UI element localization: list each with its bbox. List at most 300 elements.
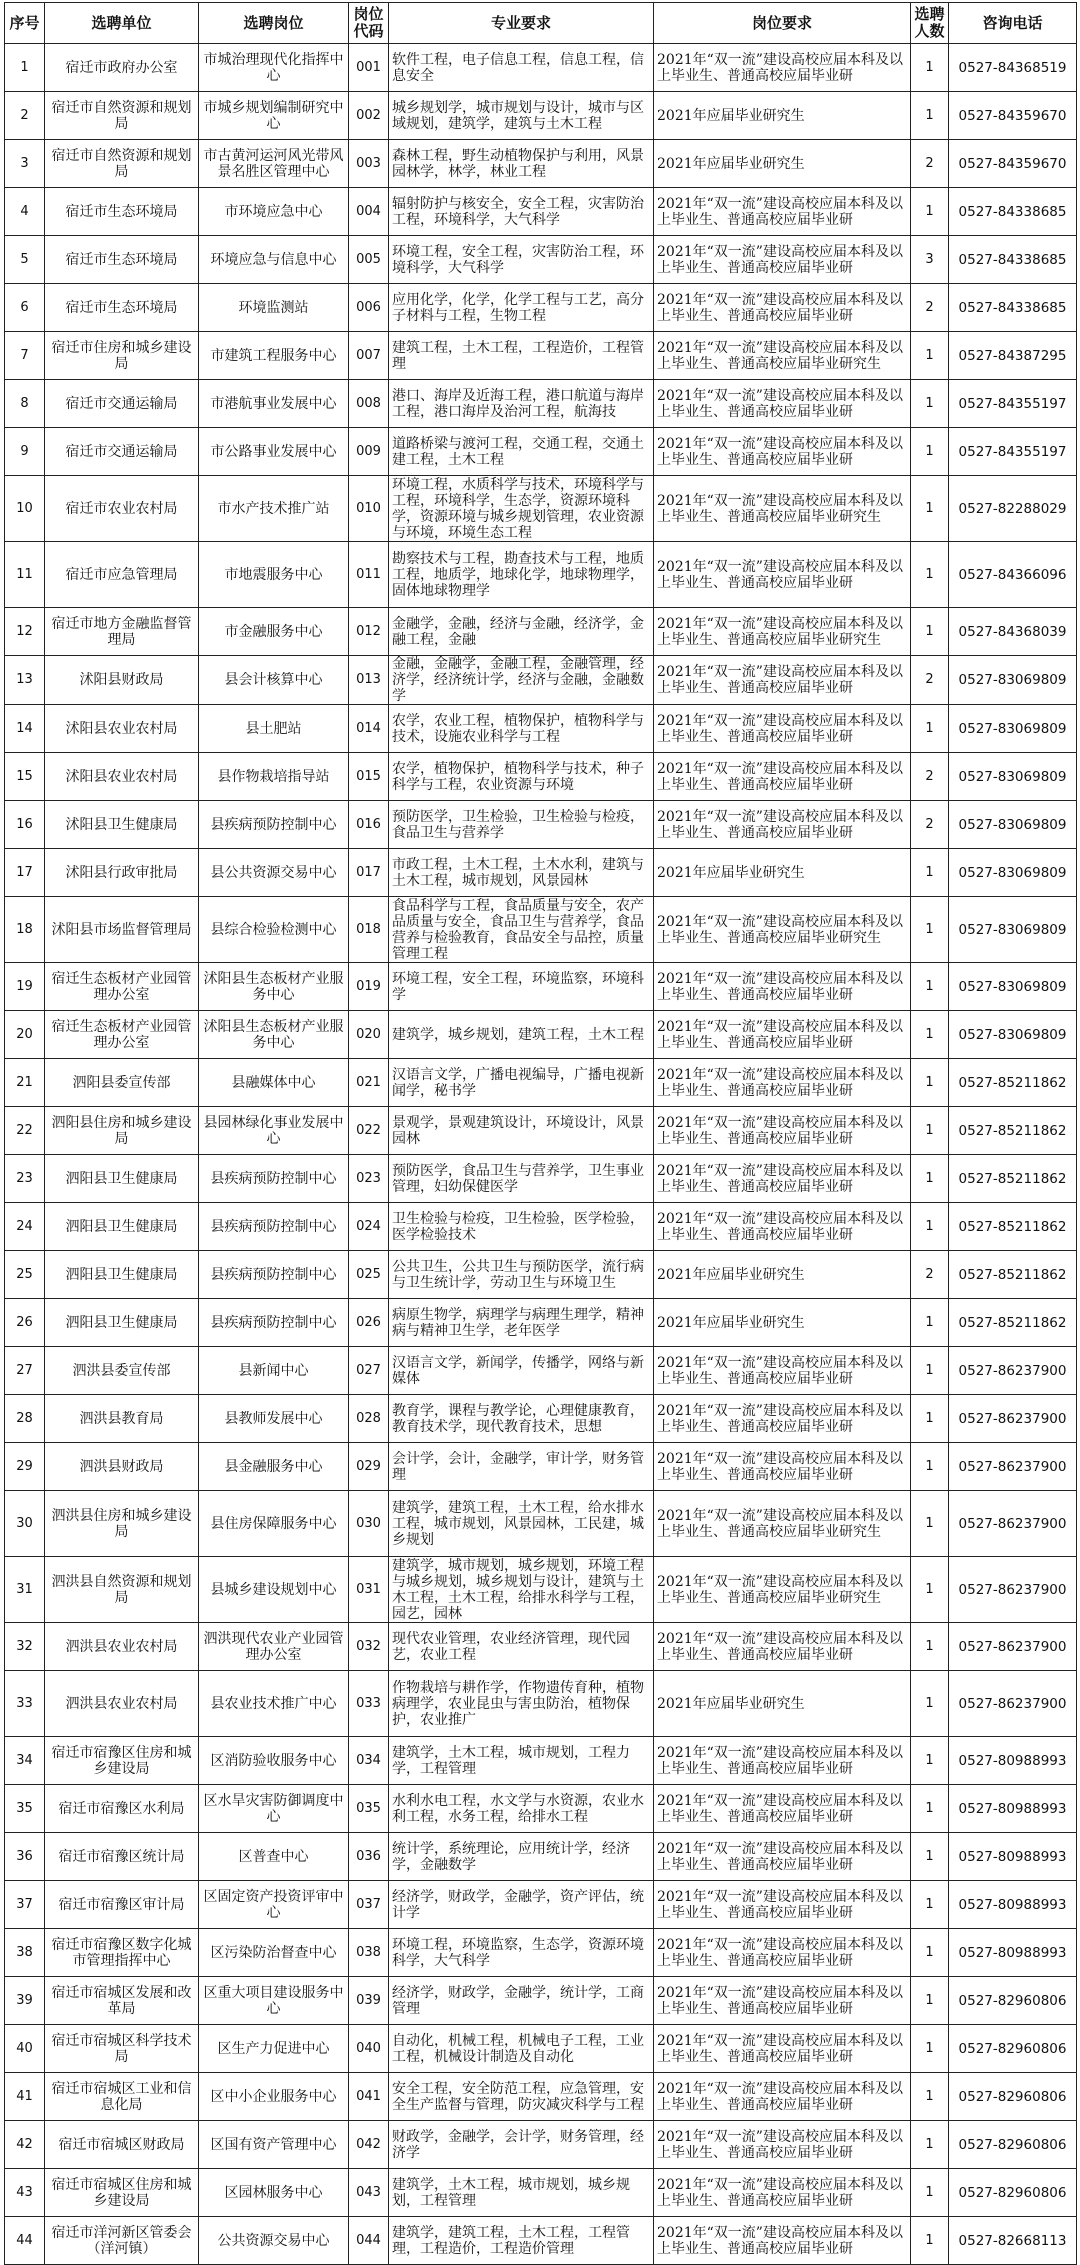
- row-requirement: 2021年“双一流”建设高校应届本科及以上毕业生、普通高校应届毕业研: [654, 1833, 911, 1881]
- row-count: 1: [911, 44, 949, 92]
- row-seq: 32: [5, 1623, 45, 1671]
- row-major: 勘察技术与工程，勘查技术与工程，地质工程，地质学，地球化学，地球物理学，固体地球物理学: [389, 542, 654, 608]
- row-post: 市金融服务中心: [199, 608, 349, 656]
- row-unit: 宿迁市生态环境局: [45, 236, 199, 284]
- row-count: 1: [911, 849, 949, 897]
- row-post: 区生产力促进中心: [199, 2025, 349, 2073]
- row-code: 026: [349, 1299, 389, 1347]
- row-phone: 0527-83069809: [949, 753, 1077, 801]
- row-major: 预防医学，食品卫生与营养学，卫生事业管理，妇幼保健医学: [389, 1155, 654, 1203]
- row-code: 004: [349, 188, 389, 236]
- row-post: 市水产技术推广站: [199, 476, 349, 542]
- row-major: 统计学，系统理论，应用统计学，经济学，金融数学: [389, 1833, 654, 1881]
- row-code: 034: [349, 1737, 389, 1785]
- row-unit: 宿迁市交通运输局: [45, 380, 199, 428]
- row-requirement: 2021年“双一流”建设高校应届本科及以上毕业生、普通高校应届毕业研: [654, 1347, 911, 1395]
- row-requirement: 2021年“双一流”建设高校应届本科及以上毕业生、普通高校应届毕业研: [654, 656, 911, 705]
- row-count: 1: [911, 1155, 949, 1203]
- row-requirement: 2021年应届毕业研究生: [654, 1671, 911, 1737]
- header-seq: 序号: [5, 3, 45, 44]
- row-count: 1: [911, 1107, 949, 1155]
- row-major: 自动化，机械工程，机械电子工程，工业工程，机械设计制造及自动化: [389, 2025, 654, 2073]
- row-phone: 0527-85211862: [949, 1299, 1077, 1347]
- row-major: 金融，金融学，金融工程，金融管理，经济学，经济统计学，经济与金融，金融数学: [389, 656, 654, 705]
- row-count: 1: [911, 332, 949, 380]
- row-unit: 泗洪县农业农村局: [45, 1623, 199, 1671]
- row-count: 1: [911, 1299, 949, 1347]
- row-phone: 0527-86237900: [949, 1443, 1077, 1491]
- row-unit: 泗洪县住房和城乡建设局: [45, 1491, 199, 1557]
- table-row: [5, 1977, 1077, 2025]
- header-unit: 选聘单位: [45, 3, 199, 44]
- row-phone: 0527-84387295: [949, 332, 1077, 380]
- row-seq: 40: [5, 2025, 45, 2073]
- table-row: [5, 897, 1077, 963]
- row-post: 市城治理现代化指挥中心: [199, 44, 349, 92]
- row-major: 市政工程，土木工程，土木水利，建筑与土木工程，城市规划，风景园林: [389, 849, 654, 897]
- row-code: 013: [349, 656, 389, 705]
- row-count: 1: [911, 2121, 949, 2169]
- header-count: 选聘人数: [911, 3, 949, 44]
- row-requirement: 2021年应届毕业研究生: [654, 92, 911, 140]
- row-phone: 0527-85211862: [949, 1251, 1077, 1299]
- row-major: 建筑学，建筑工程，土木工程，给水排水工程，城市规划，风景园林，工民建，城乡规划: [389, 1491, 654, 1557]
- row-requirement: 2021年“双一流”建设高校应届本科及以上毕业生、普通高校应届毕业研: [654, 1107, 911, 1155]
- row-seq: 26: [5, 1299, 45, 1347]
- row-seq: 5: [5, 236, 45, 284]
- row-post: 县园林绿化事业发展中心: [199, 1107, 349, 1155]
- row-requirement: 2021年“双一流”建设高校应届本科及以上毕业生、普通高校应届毕业研: [654, 428, 911, 476]
- row-major: 公共卫生，公共卫生与预防医学，流行病与卫生统计学，劳动卫生与环境卫生: [389, 1251, 654, 1299]
- table-row: [5, 2121, 1077, 2169]
- row-count: 1: [911, 2073, 949, 2121]
- row-major: 景观学，景观建筑设计，环境设计，风景园林: [389, 1107, 654, 1155]
- row-phone: 0527-83069809: [949, 1011, 1077, 1059]
- table-row: [5, 1491, 1077, 1557]
- row-seq: 24: [5, 1203, 45, 1251]
- row-unit: 宿迁市宿城区发展和改革局: [45, 1977, 199, 2025]
- row-code: 040: [349, 2025, 389, 2073]
- row-phone: 0527-85211862: [949, 1107, 1077, 1155]
- row-unit: 宿迁生态板材产业园管理办公室: [45, 963, 199, 1011]
- row-code: 033: [349, 1671, 389, 1737]
- row-major: 应用化学，化学，化学工程与工艺，高分子材料与工程，生物工程: [389, 284, 654, 332]
- row-unit: 沭阳县财政局: [45, 656, 199, 705]
- row-requirement: 2021年“双一流”建设高校应届本科及以上毕业生、普通高校应届毕业研: [654, 1785, 911, 1833]
- row-code: 008: [349, 380, 389, 428]
- row-phone: 0527-84368519: [949, 44, 1077, 92]
- row-requirement: 2021年“双一流”建设高校应届本科及以上毕业生、普通高校应届毕业研: [654, 188, 911, 236]
- row-count: 1: [911, 1395, 949, 1443]
- row-count: 1: [911, 897, 949, 963]
- row-unit: 宿迁生态板材产业园管理办公室: [45, 1011, 199, 1059]
- row-unit: 泗洪县委宣传部: [45, 1347, 199, 1395]
- table-row: [5, 332, 1077, 380]
- row-seq: 39: [5, 1977, 45, 2025]
- row-seq: 10: [5, 476, 45, 542]
- row-phone: 0527-80988993: [949, 1737, 1077, 1785]
- row-seq: 8: [5, 380, 45, 428]
- row-count: 1: [911, 1623, 949, 1671]
- row-major: 软件工程，电子信息工程，信息工程，信息安全: [389, 44, 654, 92]
- row-unit: 泗阳县委宣传部: [45, 1059, 199, 1107]
- row-major: 建筑学，城市规划，城乡规划，环境工程与城乡规划，城乡规划与设计，建筑与土木工程，土木工程，给排水科学与工程，园艺，园林: [389, 1557, 654, 1623]
- row-unit: 宿迁市洋河新区管委会（洋河镇）: [45, 2217, 199, 2265]
- row-requirement: 2021年“双一流”建设高校应届本科及以上毕业生、普通高校应届毕业研: [654, 1737, 911, 1785]
- row-major: 建筑学，土木工程，城市规划，城乡规划，工程管理: [389, 2169, 654, 2217]
- row-phone: 0527-83069809: [949, 849, 1077, 897]
- table-row: [5, 801, 1077, 849]
- row-unit: 宿迁市地方金融监督管理局: [45, 608, 199, 656]
- row-phone: 0527-82960806: [949, 2073, 1077, 2121]
- row-phone: 0527-84338685: [949, 284, 1077, 332]
- row-code: 028: [349, 1395, 389, 1443]
- row-count: 1: [911, 1881, 949, 1929]
- recruitment-table: [4, 2, 1077, 2265]
- row-requirement: 2021年“双一流”建设高校应届本科及以上毕业生、普通高校应届毕业研究生: [654, 897, 911, 963]
- row-unit: 宿迁市宿豫区统计局: [45, 1833, 199, 1881]
- row-seq: 17: [5, 849, 45, 897]
- row-post: 县金融服务中心: [199, 1443, 349, 1491]
- row-seq: 14: [5, 705, 45, 753]
- row-seq: 11: [5, 542, 45, 608]
- row-code: 023: [349, 1155, 389, 1203]
- row-unit: 宿迁市政府办公室: [45, 44, 199, 92]
- row-seq: 7: [5, 332, 45, 380]
- row-code: 032: [349, 1623, 389, 1671]
- row-requirement: 2021年“双一流”建设高校应届本科及以上毕业生、普通高校应届毕业研: [654, 1395, 911, 1443]
- row-count: 1: [911, 1977, 949, 2025]
- row-phone: 0527-84355197: [949, 380, 1077, 428]
- row-post: 市地震服务中心: [199, 542, 349, 608]
- row-requirement: 2021年“双一流”建设高校应届本科及以上毕业生、普通高校应届毕业研: [654, 2025, 911, 2073]
- row-post: 县土肥站: [199, 705, 349, 753]
- row-requirement: 2021年“双一流”建设高校应届本科及以上毕业生、普通高校应届毕业研: [654, 2217, 911, 2265]
- row-code: 030: [349, 1491, 389, 1557]
- table-row: [5, 1203, 1077, 1251]
- row-requirement: 2021年“双一流”建设高校应届本科及以上毕业生、普通高校应届毕业研: [654, 963, 911, 1011]
- row-code: 022: [349, 1107, 389, 1155]
- row-code: 024: [349, 1203, 389, 1251]
- row-count: 1: [911, 1833, 949, 1881]
- row-seq: 28: [5, 1395, 45, 1443]
- row-requirement: 2021年“双一流”建设高校应届本科及以上毕业生、普通高校应届毕业研: [654, 1881, 911, 1929]
- row-requirement: 2021年“双一流”建设高校应届本科及以上毕业生、普通高校应届毕业研: [654, 1059, 911, 1107]
- row-phone: 0527-85211862: [949, 1059, 1077, 1107]
- row-count: 1: [911, 1443, 949, 1491]
- row-count: 1: [911, 1203, 949, 1251]
- row-post: 县疾病预防控制中心: [199, 1203, 349, 1251]
- row-count: 1: [911, 476, 949, 542]
- row-code: 031: [349, 1557, 389, 1623]
- row-requirement: 2021年“双一流”建设高校应届本科及以上毕业生、普通高校应届毕业研究生: [654, 332, 911, 380]
- row-post: 县会计核算中心: [199, 656, 349, 705]
- table-row: [5, 1557, 1077, 1623]
- row-post: 区中小企业服务中心: [199, 2073, 349, 2121]
- row-count: 1: [911, 1737, 949, 1785]
- row-seq: 41: [5, 2073, 45, 2121]
- row-major: 卫生检验与检疫，卫生检验，医学检验，医学检验技术: [389, 1203, 654, 1251]
- row-major: 教育学，课程与教学论，心理健康教育，教育技术学，现代教育技术，思想: [389, 1395, 654, 1443]
- row-requirement: 2021年“双一流”建设高校应届本科及以上毕业生、普通高校应届毕业研: [654, 1011, 911, 1059]
- row-count: 2: [911, 753, 949, 801]
- table-body: [5, 44, 1077, 2265]
- row-count: 1: [911, 188, 949, 236]
- row-major: 森林工程，野生动植物保护与利用，风景园林学，林学，林业工程: [389, 140, 654, 188]
- row-count: 1: [911, 1557, 949, 1623]
- row-phone: 0527-82288029: [949, 476, 1077, 542]
- row-major: 建筑学，土木工程，城市规划，工程力学，工程管理: [389, 1737, 654, 1785]
- table-row: [5, 963, 1077, 1011]
- row-post: 环境应急与信息中心: [199, 236, 349, 284]
- row-major: 汉语言文学，新闻学，传播学，网络与新媒体: [389, 1347, 654, 1395]
- table-row: [5, 1881, 1077, 1929]
- row-seq: 35: [5, 1785, 45, 1833]
- table-row: [5, 2073, 1077, 2121]
- row-code: 016: [349, 801, 389, 849]
- row-code: 003: [349, 140, 389, 188]
- row-unit: 宿迁市宿豫区审计局: [45, 1881, 199, 1929]
- header-post: 选聘岗位: [199, 3, 349, 44]
- row-post: 区污染防治督查中心: [199, 1929, 349, 1977]
- table-row: [5, 476, 1077, 542]
- row-count: 1: [911, 1929, 949, 1977]
- row-post: 市古黄河运河风光带风景名胜区管理中心: [199, 140, 349, 188]
- row-major: 经济学，财政学，金融学，资产评估，统计学: [389, 1881, 654, 1929]
- row-unit: 宿迁市宿城区科学技术局: [45, 2025, 199, 2073]
- row-count: 1: [911, 608, 949, 656]
- row-requirement: 2021年“双一流”建设高校应届本科及以上毕业生、普通高校应届毕业研: [654, 1977, 911, 2025]
- row-phone: 0527-83069809: [949, 897, 1077, 963]
- row-requirement: 2021年“双一流”建设高校应届本科及以上毕业生、普通高校应届毕业研: [654, 1203, 911, 1251]
- row-unit: 泗洪县农业农村局: [45, 1671, 199, 1737]
- row-phone: 0527-82960806: [949, 2121, 1077, 2169]
- header-row: [5, 3, 1077, 44]
- row-seq: 2: [5, 92, 45, 140]
- row-unit: 沭阳县农业农村局: [45, 753, 199, 801]
- row-post: 县综合检验检测中心: [199, 897, 349, 963]
- row-post: 县教师发展中心: [199, 1395, 349, 1443]
- row-unit: 沭阳县农业农村局: [45, 705, 199, 753]
- row-major: 金融学，金融，经济与金融，经济学，金融工程，金融: [389, 608, 654, 656]
- row-count: 1: [911, 2169, 949, 2217]
- row-count: 3: [911, 236, 949, 284]
- row-unit: 泗洪县财政局: [45, 1443, 199, 1491]
- row-phone: 0527-82960806: [949, 2025, 1077, 2073]
- row-unit: 泗阳县卫生健康局: [45, 1251, 199, 1299]
- row-seq: 34: [5, 1737, 45, 1785]
- header-major: 专业要求: [389, 3, 654, 44]
- row-post: 区消防验收服务中心: [199, 1737, 349, 1785]
- row-unit: 沭阳县市场监督管理局: [45, 897, 199, 963]
- row-count: 1: [911, 705, 949, 753]
- row-post: 区普查中心: [199, 1833, 349, 1881]
- row-seq: 3: [5, 140, 45, 188]
- row-post: 沭阳县生态板材产业服务中心: [199, 1011, 349, 1059]
- row-code: 035: [349, 1785, 389, 1833]
- row-requirement: 2021年“双一流”建设高校应届本科及以上毕业生、普通高校应届毕业研究生: [654, 476, 911, 542]
- row-seq: 15: [5, 753, 45, 801]
- row-seq: 20: [5, 1011, 45, 1059]
- row-unit: 泗阳县卫生健康局: [45, 1299, 199, 1347]
- row-phone: 0527-86237900: [949, 1557, 1077, 1623]
- row-code: 039: [349, 1977, 389, 2025]
- row-post: 区园林服务中心: [199, 2169, 349, 2217]
- row-code: 019: [349, 963, 389, 1011]
- row-requirement: 2021年“双一流”建设高校应届本科及以上毕业生、普通高校应届毕业研: [654, 801, 911, 849]
- table-row: [5, 428, 1077, 476]
- row-count: 1: [911, 428, 949, 476]
- row-code: 011: [349, 542, 389, 608]
- row-phone: 0527-80988993: [949, 1833, 1077, 1881]
- row-seq: 22: [5, 1107, 45, 1155]
- row-code: 001: [349, 44, 389, 92]
- row-count: 2: [911, 1251, 949, 1299]
- row-phone: 0527-86237900: [949, 1395, 1077, 1443]
- row-major: 建筑学，建筑工程，土木工程，工程管理，工程造价，工程造价管理: [389, 2217, 654, 2265]
- row-requirement: 2021年“双一流”建设高校应届本科及以上毕业生、普通高校应届毕业研: [654, 2121, 911, 2169]
- header-phone: 咨询电话: [949, 3, 1077, 44]
- row-post: 区水旱灾害防御调度中心: [199, 1785, 349, 1833]
- row-seq: 1: [5, 44, 45, 92]
- row-code: 012: [349, 608, 389, 656]
- row-phone: 0527-84368039: [949, 608, 1077, 656]
- row-code: 009: [349, 428, 389, 476]
- row-phone: 0527-82960806: [949, 2169, 1077, 2217]
- row-post: 区固定资产投资评审中心: [199, 1881, 349, 1929]
- row-code: 044: [349, 2217, 389, 2265]
- row-major: 作物栽培与耕作学，作物遗传育种，植物病理学，农业昆虫与害虫防治，植物保护，农业推广: [389, 1671, 654, 1737]
- row-seq: 9: [5, 428, 45, 476]
- table-row: [5, 656, 1077, 705]
- row-seq: 36: [5, 1833, 45, 1881]
- table-row: [5, 1671, 1077, 1737]
- row-unit: 沭阳县行政审批局: [45, 849, 199, 897]
- row-requirement: 2021年“双一流”建设高校应届本科及以上毕业生、普通高校应届毕业研: [654, 284, 911, 332]
- row-phone: 0527-84359670: [949, 92, 1077, 140]
- row-count: 1: [911, 542, 949, 608]
- row-phone: 0527-84359670: [949, 140, 1077, 188]
- row-post: 县融媒体中心: [199, 1059, 349, 1107]
- row-post: 县疾病预防控制中心: [199, 1155, 349, 1203]
- row-requirement: 2021年“双一流”建设高校应届本科及以上毕业生、普通高校应届毕业研: [654, 380, 911, 428]
- row-requirement: 2021年应届毕业研究生: [654, 1251, 911, 1299]
- row-count: 1: [911, 92, 949, 140]
- row-count: 1: [911, 1011, 949, 1059]
- row-seq: 42: [5, 2121, 45, 2169]
- row-requirement: 2021年“双一流”建设高校应届本科及以上毕业生、普通高校应届毕业研究生: [654, 608, 911, 656]
- row-code: 006: [349, 284, 389, 332]
- table-row: [5, 236, 1077, 284]
- table-row: [5, 1011, 1077, 1059]
- row-phone: 0527-80988993: [949, 1929, 1077, 1977]
- row-seq: 4: [5, 188, 45, 236]
- row-major: 建筑学，城乡规划，建筑工程，土木工程: [389, 1011, 654, 1059]
- row-unit: 宿迁市生态环境局: [45, 284, 199, 332]
- table-row: [5, 542, 1077, 608]
- table-row: [5, 1347, 1077, 1395]
- row-phone: 0527-80988993: [949, 1785, 1077, 1833]
- row-phone: 0527-83069809: [949, 656, 1077, 705]
- row-code: 027: [349, 1347, 389, 1395]
- row-post: 环境监测站: [199, 284, 349, 332]
- row-phone: 0527-83069809: [949, 963, 1077, 1011]
- row-count: 1: [911, 1491, 949, 1557]
- row-major: 建筑工程，土木工程，工程造价，工程管理: [389, 332, 654, 380]
- row-seq: 33: [5, 1671, 45, 1737]
- row-phone: 0527-84338685: [949, 188, 1077, 236]
- row-requirement: 2021年“双一流”建设高校应届本科及以上毕业生、普通高校应届毕业研: [654, 1929, 911, 1977]
- row-unit: 宿迁市宿城区工业和信息化局: [45, 2073, 199, 2121]
- row-post: 县农业技术推广中心: [199, 1671, 349, 1737]
- row-phone: 0527-86237900: [949, 1623, 1077, 1671]
- row-major: 环境工程，水质科学与技术，环境科学与工程，环境科学，生态学，资源环境科学，资源环境与城乡规划管理，农业资源与环境，环境生态工程: [389, 476, 654, 542]
- row-major: 环境工程，安全工程，灾害防治工程，环境科学，大气科学: [389, 236, 654, 284]
- row-major: 病原生物学，病理学与病理生理学，精神病与精神卫生学，老年医学: [389, 1299, 654, 1347]
- row-seq: 44: [5, 2217, 45, 2265]
- row-phone: 0527-85211862: [949, 1203, 1077, 1251]
- row-seq: 16: [5, 801, 45, 849]
- row-phone: 0527-80988993: [949, 1881, 1077, 1929]
- row-phone: 0527-84366096: [949, 542, 1077, 608]
- row-code: 017: [349, 849, 389, 897]
- row-unit: 宿迁市交通运输局: [45, 428, 199, 476]
- table-row: [5, 2169, 1077, 2217]
- table-row: [5, 1107, 1077, 1155]
- row-requirement: 2021年应届毕业研究生: [654, 849, 911, 897]
- table-row: [5, 753, 1077, 801]
- row-phone: 0527-84338685: [949, 236, 1077, 284]
- table-row: [5, 284, 1077, 332]
- row-seq: 29: [5, 1443, 45, 1491]
- row-major: 安全工程，安全防范工程，应急管理，安全生产监督与管理，防灾减灾科学与工程: [389, 2073, 654, 2121]
- table-row: [5, 608, 1077, 656]
- table-row: [5, 2025, 1077, 2073]
- row-major: 港口、海岸及近海工程，港口航道与海岸工程，港口海岸及治河工程，航海技: [389, 380, 654, 428]
- row-major: 汉语言文学，广播电视编导，广播电视新闻学，秘书学: [389, 1059, 654, 1107]
- row-seq: 21: [5, 1059, 45, 1107]
- header-code: 岗位代码: [349, 3, 389, 44]
- row-count: 2: [911, 801, 949, 849]
- row-code: 042: [349, 2121, 389, 2169]
- row-unit: 沭阳县卫生健康局: [45, 801, 199, 849]
- row-unit: 宿迁市应急管理局: [45, 542, 199, 608]
- row-unit: 宿迁市宿豫区数字化城市管理指挥中心: [45, 1929, 199, 1977]
- row-unit: 泗阳县卫生健康局: [45, 1155, 199, 1203]
- row-post: 沭阳县生态板材产业服务中心: [199, 963, 349, 1011]
- table-row: [5, 1059, 1077, 1107]
- row-major: 会计学，会计，金融学，审计学，财务管理: [389, 1443, 654, 1491]
- row-count: 1: [911, 963, 949, 1011]
- row-phone: 0527-86237900: [949, 1491, 1077, 1557]
- row-requirement: 2021年“双一流”建设高校应届本科及以上毕业生、普通高校应届毕业研: [654, 753, 911, 801]
- row-phone: 0527-86237900: [949, 1347, 1077, 1395]
- row-requirement: 2021年“双一流”建设高校应届本科及以上毕业生、普通高校应届毕业研究生: [654, 1491, 911, 1557]
- row-seq: 43: [5, 2169, 45, 2217]
- row-unit: 泗阳县卫生健康局: [45, 1203, 199, 1251]
- row-requirement: 2021年“双一流”建设高校应届本科及以上毕业生、普通高校应届毕业研: [654, 236, 911, 284]
- row-major: 财政学，金融学，会计学，财务管理，经济学: [389, 2121, 654, 2169]
- row-requirement: 2021年“双一流”建设高校应届本科及以上毕业生、普通高校应届毕业研: [654, 44, 911, 92]
- row-post: 泗洪现代农业产业园管理办公室: [199, 1623, 349, 1671]
- row-unit: 宿迁市宿城区财政局: [45, 2121, 199, 2169]
- row-code: 014: [349, 705, 389, 753]
- row-seq: 6: [5, 284, 45, 332]
- row-count: 2: [911, 140, 949, 188]
- row-seq: 31: [5, 1557, 45, 1623]
- row-unit: 宿迁市自然资源和规划局: [45, 140, 199, 188]
- table-row: [5, 1395, 1077, 1443]
